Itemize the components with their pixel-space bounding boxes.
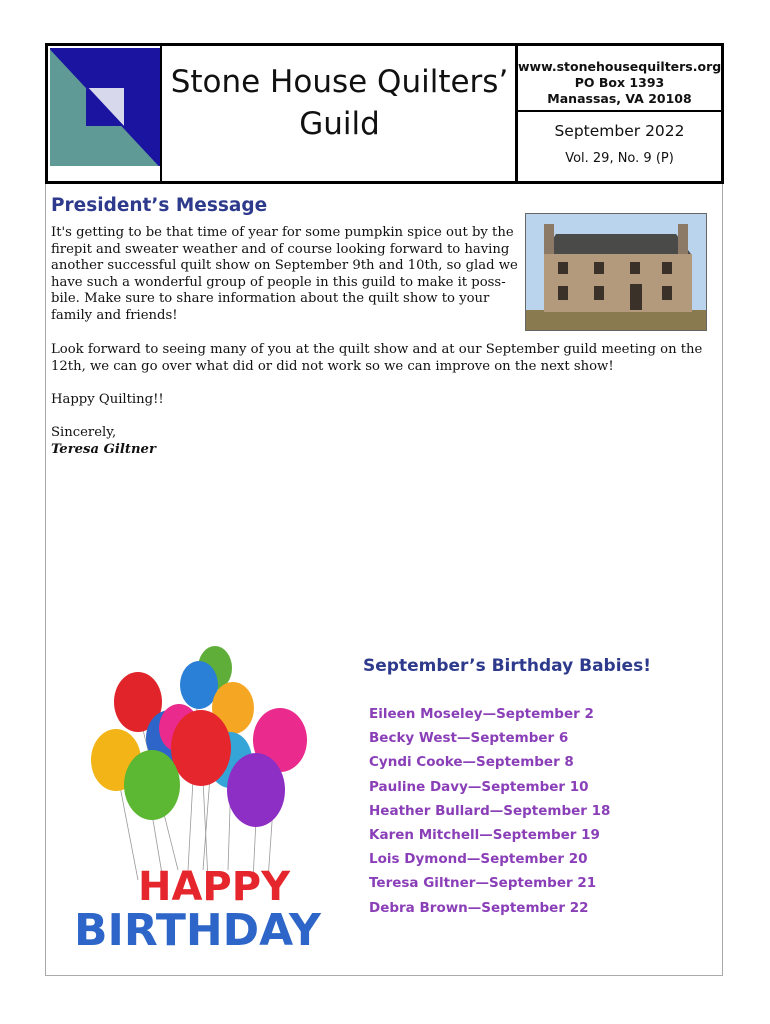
- birthday-entry: Heather Bullard—September 18: [369, 802, 611, 819]
- banner-birthday: BIRTHDAY: [74, 905, 321, 956]
- birthday-entry: Debra Brown—September 22: [369, 899, 589, 916]
- stone-house-photo: [525, 213, 707, 331]
- president-heading: President’s Message: [51, 195, 268, 216]
- info-box: [515, 46, 721, 181]
- birthday-entry: Lois Dymond—September 20: [369, 851, 588, 868]
- issue-volume: Vol. 29, No. 9 (P): [565, 151, 674, 166]
- birthday-entry: Cyndi Cooke—September 8: [369, 754, 574, 771]
- banner-happy: HAPPY: [138, 864, 291, 910]
- quilt-logo-icon: [50, 48, 160, 166]
- birthday-entry: Becky West—September 6: [369, 730, 569, 747]
- president-signature: Teresa Giltner: [51, 442, 156, 457]
- president-paragraph-1: It's getting to be that time of year for some pumpkin spice out by the firepit and sweater weather and of course looking forward to having another successful quilt show on September 9th and 10th, so glad we have such a wonderful group of people in this guild to make it poss-bile. Make sure to share information about the quilt show to your family and friends!: [51, 225, 518, 323]
- birthday-list: [369, 704, 610, 922]
- birthday-entry: Karen Mitchell—September 19: [369, 826, 600, 843]
- president-paragraph-3: Happy Quilting!!: [51, 392, 164, 407]
- city: Manassas, VA 20108: [547, 91, 692, 106]
- birthday-heading: September’s Birthday Babies!: [363, 656, 651, 676]
- president-closing: Sincerely,: [51, 425, 117, 440]
- masthead: [45, 43, 724, 184]
- guild-title: [160, 46, 517, 181]
- birthday-entry: Pauline Davy—September 10: [369, 778, 589, 795]
- po-box: PO Box 1393: [574, 75, 665, 90]
- birthday-balloons-image: [68, 640, 340, 960]
- website-link[interactable]: www.stonehousequilters.org: [518, 59, 722, 74]
- title-line-1: Stone House Quilters’: [170, 64, 509, 100]
- address-block: [518, 46, 721, 112]
- issue-date: September 2022: [554, 122, 685, 140]
- birthday-entry: Eileen Moseley—September 2: [369, 706, 594, 722]
- title-line-2: Guild: [299, 106, 380, 142]
- birthday-entry: Teresa Giltner—September 21: [369, 875, 597, 892]
- president-paragraph-2: Look forward to seeing many of you at the quilt show and at our September guild meeting on the 12th, we can go over what did or did not work so we can improve on the next show!: [51, 342, 703, 374]
